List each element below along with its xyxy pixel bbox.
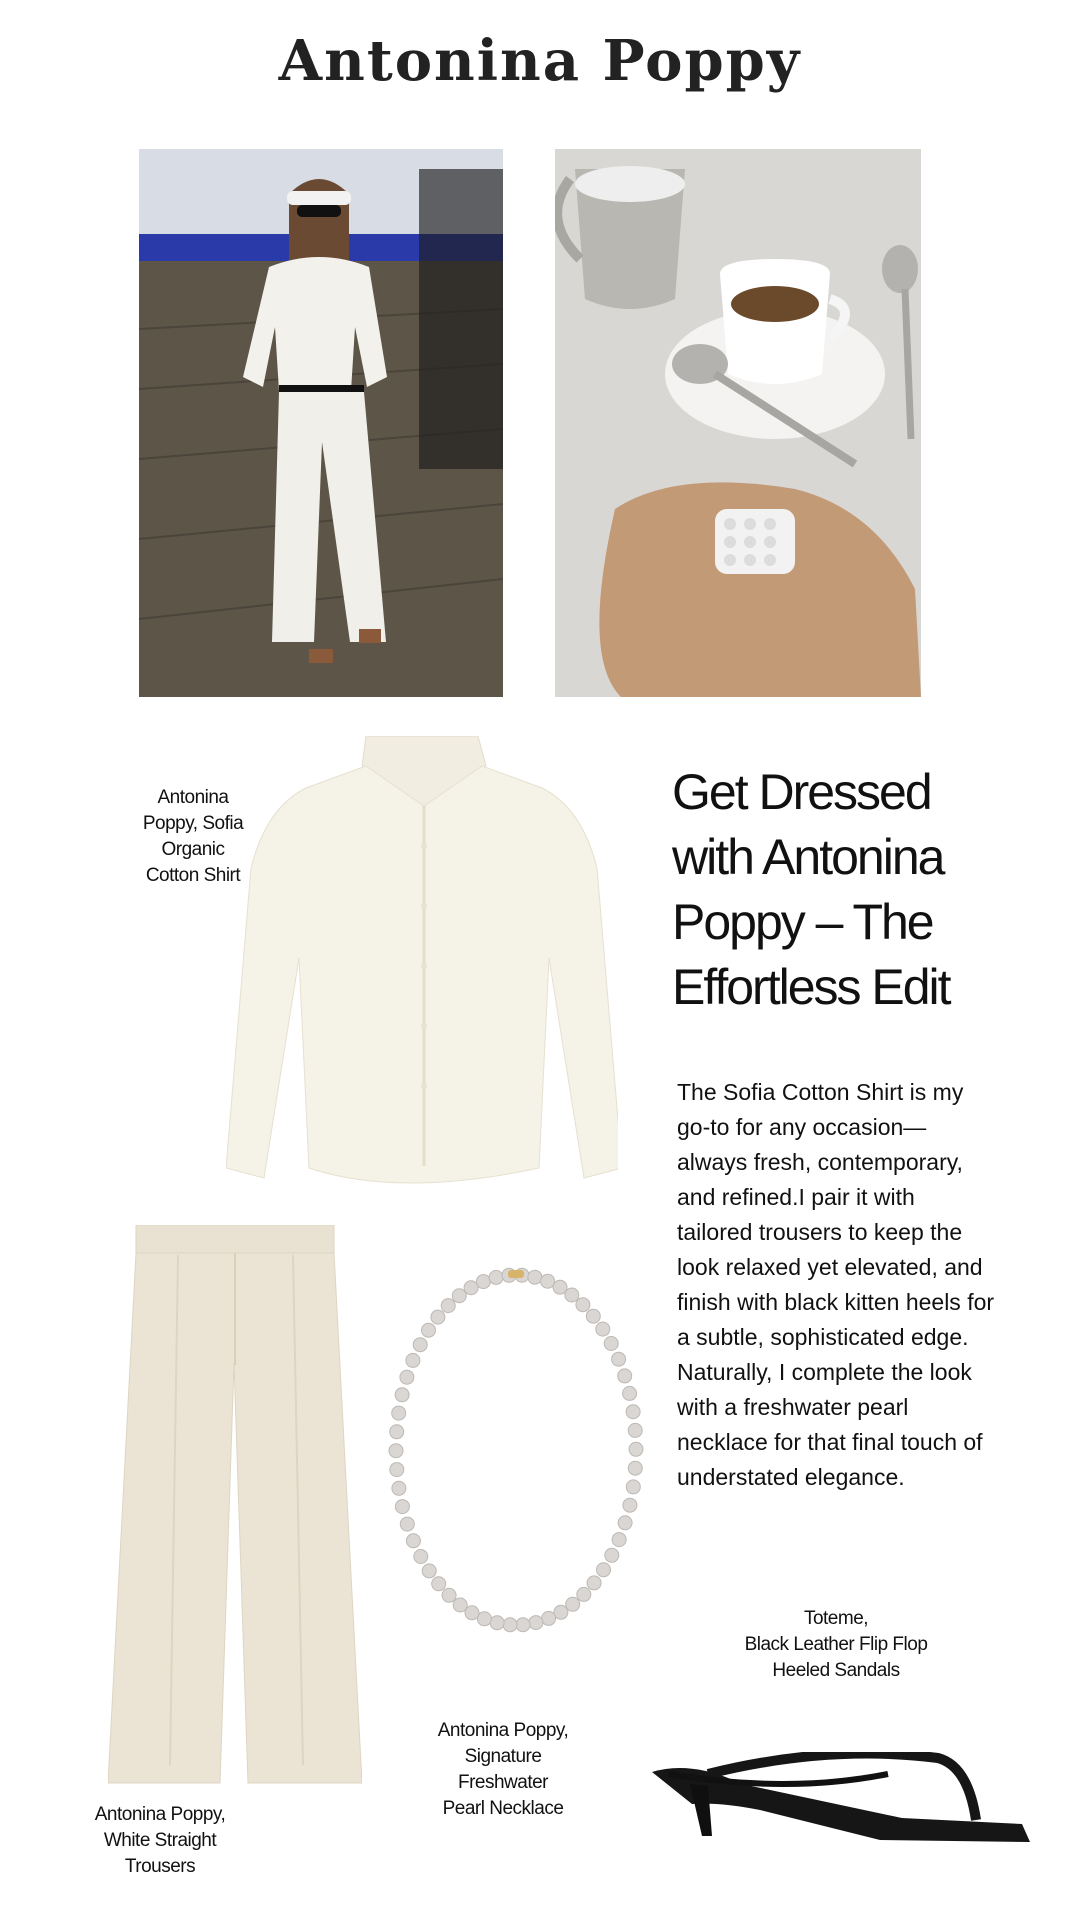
pearl-bead [395, 1388, 409, 1402]
shirt-caption-line: Organic [161, 839, 225, 860]
pearl-bead [490, 1616, 504, 1630]
pearl-bead [477, 1612, 491, 1626]
pearl-bead [612, 1533, 626, 1547]
runway-photo [139, 149, 503, 697]
pearl-bead [576, 1298, 590, 1312]
pearl-bead [431, 1310, 445, 1324]
headline-line: Get Dressed [672, 764, 931, 820]
sandal-illustration [648, 1752, 1034, 1846]
white-straight-trousers-image[interactable] [108, 1225, 362, 1791]
pearl-bead [422, 1323, 436, 1337]
pearl-bead [400, 1370, 414, 1384]
sofia-cotton-shirt-image[interactable] [226, 736, 618, 1196]
body-line: finish with black kitten heels for [677, 1289, 995, 1315]
pearl-bead [442, 1588, 456, 1602]
shirt-caption-line: Cotton Shirt [145, 865, 241, 886]
pearl-bead [389, 1444, 403, 1458]
pearl-bead [577, 1587, 591, 1601]
pearl-bead [566, 1597, 580, 1611]
pearl-bead [392, 1481, 406, 1495]
pearl-bead [406, 1534, 420, 1548]
sandals-caption[interactable] [725, 1606, 947, 1684]
pearl-bead [623, 1498, 637, 1512]
necklace-clasp [508, 1270, 524, 1278]
body-line: with a freshwater pearl [677, 1394, 909, 1420]
headline-line: Effortless Edit [672, 959, 950, 1015]
body-line: understated elegance. [677, 1464, 905, 1490]
necklace-caption-line: Freshwater [457, 1772, 549, 1793]
trousers-caption-line: White Straight [103, 1830, 217, 1851]
sandals-caption-line: Toteme, [803, 1608, 869, 1629]
pearl-bead [623, 1386, 637, 1400]
pearl-bead [390, 1463, 404, 1477]
pearl-necklace-image[interactable] [386, 1260, 646, 1650]
necklace-illustration [386, 1260, 646, 1650]
pearl-bead [476, 1275, 490, 1289]
pearl-bead [453, 1598, 467, 1612]
pearl-bead [503, 1618, 517, 1632]
body-line: and refined.I pair it with [677, 1184, 915, 1210]
pearl-bead [629, 1442, 643, 1456]
body-line: necklace for that final touch of [677, 1429, 983, 1455]
pearl-bead [626, 1405, 640, 1419]
runway-illustration [139, 149, 503, 697]
pearl-bead [565, 1288, 579, 1302]
trousers-caption[interactable] [80, 1802, 240, 1880]
pearl-bead [604, 1337, 618, 1351]
trousers-illustration [108, 1225, 362, 1791]
pearl-bead [528, 1270, 542, 1284]
leather-heeled-sandal-image[interactable] [648, 1752, 1034, 1846]
coffee-illustration [555, 149, 921, 697]
body-line: go-to for any occasion— [677, 1114, 927, 1140]
body-line: a subtle, sophisticated edge. [677, 1324, 969, 1350]
pearl-bead [390, 1425, 404, 1439]
sandals-caption-line: Black Leather Flip Flop [744, 1634, 928, 1655]
trousers-caption-line: Trousers [124, 1856, 196, 1877]
pearl-bead [628, 1461, 642, 1475]
pearl-bead [406, 1353, 420, 1367]
body-line: always fresh, contemporary, [677, 1149, 963, 1175]
pearl-bead [516, 1618, 530, 1632]
body-line: look relaxed yet elevated, and [677, 1254, 983, 1280]
pearl-bead [618, 1516, 632, 1530]
pearl-bead [597, 1563, 611, 1577]
pearl-bead [542, 1611, 556, 1625]
pearl-bead [586, 1309, 600, 1323]
pearl-bead [413, 1338, 427, 1352]
brand-logo[interactable]: Antonina Poppy [278, 28, 802, 94]
shirt-caption-line: Antonina [157, 787, 229, 808]
headline-line: Poppy – The [672, 894, 933, 950]
article-body [677, 1075, 1027, 1495]
pearl-bead [587, 1576, 601, 1590]
body-line: Naturally, I complete the look [677, 1359, 972, 1385]
pearl-bead [395, 1500, 409, 1514]
sandals-caption-line: Heeled Sandals [772, 1660, 900, 1681]
pearl-bead [541, 1274, 555, 1288]
pearl-bead [618, 1369, 632, 1383]
pearl-bead [489, 1270, 503, 1284]
body-line: tailored trousers to keep the [677, 1219, 963, 1245]
shirt-caption-line: Poppy, Sofia [142, 813, 244, 834]
pearl-bead [612, 1352, 626, 1366]
pearl-bead [422, 1564, 436, 1578]
pearl-bead [441, 1299, 455, 1313]
pearl-bead [432, 1577, 446, 1591]
necklace-caption-line: Pearl Necklace [442, 1798, 564, 1819]
pearl-bead [392, 1406, 406, 1420]
pearl-bead [400, 1517, 414, 1531]
coffee-ring-photo [555, 149, 921, 697]
pearl-bead [529, 1616, 543, 1630]
pearl-bead [628, 1423, 642, 1437]
pearl-bead [596, 1322, 610, 1336]
body-line: The Sofia Cotton Shirt is my [677, 1079, 964, 1105]
necklace-caption-line: Signature [464, 1746, 542, 1767]
trousers-caption-line: Antonina Poppy, [94, 1804, 226, 1825]
necklace-caption[interactable] [420, 1718, 586, 1822]
article-headline [672, 760, 1012, 1020]
pearl-bead [626, 1480, 640, 1494]
pearl-bead [414, 1550, 428, 1564]
necklace-caption-line: Antonina Poppy, [437, 1720, 569, 1741]
shirt-illustration [226, 736, 618, 1196]
pearl-bead [452, 1289, 466, 1303]
pearl-bead [605, 1548, 619, 1562]
headline-line: with Antonina [672, 829, 944, 885]
